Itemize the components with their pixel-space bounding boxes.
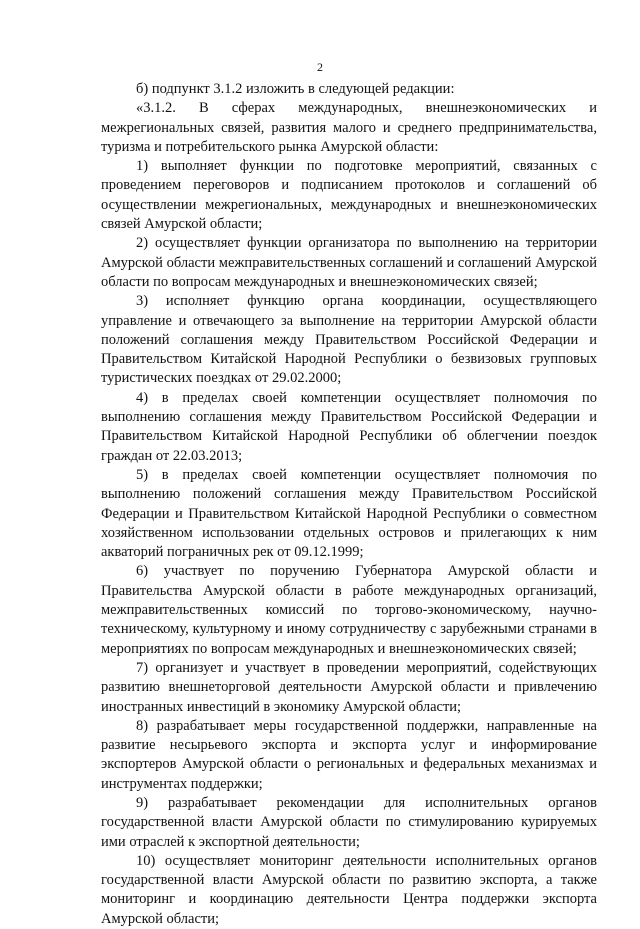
page-number: 2 [317,60,323,74]
paragraph-item-2: 2) осуществляет функции организатора по выполнению на территории Амурской области межправительственных соглашений и соглашений Амурской области по вопросам международных и внешнеэкономических связей; [101,235,597,290]
paragraph-item-1: 1) выполняет функции по подготовке мероприятий, связанных с проведением переговоров и подписанием протоколов и соглашений об осуществлении межрегиональных, международных и внешнеэкономических связей Амурской области; [101,158,597,233]
paragraph-item-8: 8) разрабатывает меры государственной поддержки, направленные на развитие несырьевого экспорта и экспорта услуг и информирование экспортеров Амурской области о региональных и федеральных механизмах и инструментах поддержки; [101,717,597,792]
paragraph-item-3: 3) исполняет функцию органа координации, осуществляющего управление и отвечающего за выполнение на территории Амурской области положений соглашения между Правительством Российской Федерации и Правительством Китайской Народной Республики о безвизовых групповых туристических поездках от 29.02.2000; [101,293,597,387]
paragraph-item-6: 6) участвует по поручению Губернатора Амурской области и Правительства Амурской области в работе международных организаций, межправительственных комиссий по торгово-экономическому, научно-техническому, культурному и иному сотрудничеству с зарубежными странами в мероприятиях по вопросам международных и внешнеэкономических связей; [101,563,597,657]
paragraph-item-7: 7) организует и участвует в проведении мероприятий, содействующих развитию внешнеторговой деятельности Амурской области и привлечению иностранных инвестиций в экономику Амурской области; [101,659,597,715]
paragraph-item-5: 5) в пределах своей компетенции осуществляет полномочия по выполнению положений соглашения между Правительством Российской Федерации и Правительством Китайской Народной Республики о совместном хозяйственном использовании отдельных островов и прилегающих к ним акваторий пограничных рек от 09.12.1999; [101,466,597,561]
document-body [101,80,597,929]
paragraph-item-4: 4) в пределах своей компетенции осуществляет полномочия по выполнению соглашения между Правительством Российской Федерации и Правительством Китайской Народной Республики об облегчении поездок граждан от 22.03.2013; [101,389,597,464]
paragraph-3-1-2: «3.1.2. В сферах международных, внешнеэкономических и межрегиональных связей, развития малого и среднего предпринимательства, туризма и потребительского рынка Амурской области: [101,100,597,155]
paragraph-subclause-b: б) подпункт 3.1.2 изложить в следующей редакции: [136,81,455,97]
paragraph-item-10: 10) осуществляет мониторинг деятельности исполнительных органов государственной власти Амурской области по развитию экспорта, а также мониторинг и координацию деятельности Центра поддержки экспорта Амурской области; [101,852,597,927]
paragraph-item-9: 9) разрабатывает рекомендации для исполнительных органов государственной власти Амурской области по стимулированию курируемых ими отраслей к экспортной деятельности; [101,794,597,850]
